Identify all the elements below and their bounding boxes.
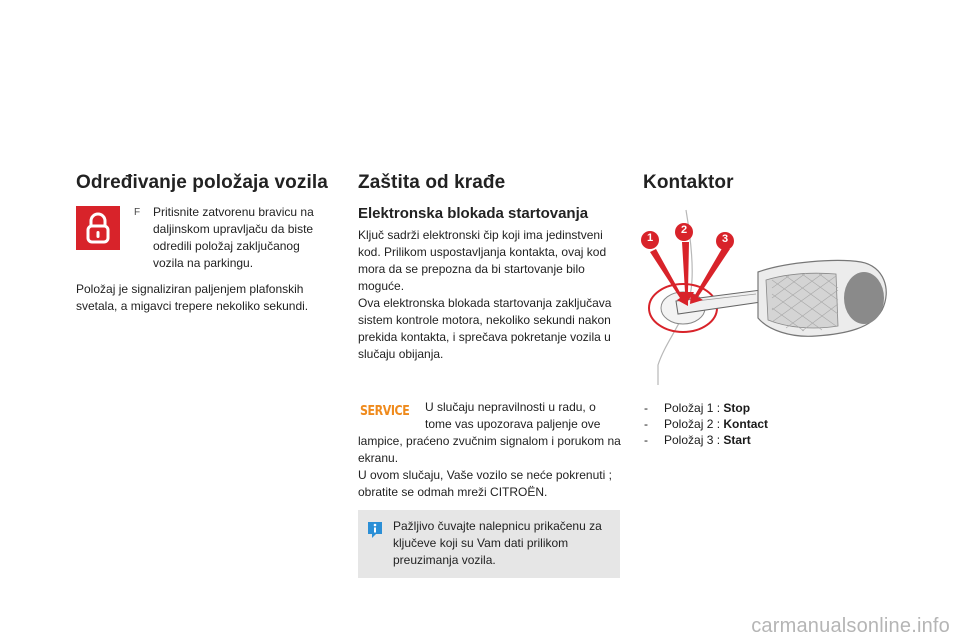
list-item — [644, 432, 768, 448]
position-label: Položaj 1 : — [664, 401, 721, 415]
theft-body — [358, 227, 623, 363]
list-item — [644, 400, 768, 416]
theft-title: Zaštita od krađe — [358, 172, 506, 193]
positioning-bullet-text: Pritisnite zatvorenu bravicu na daljinskom upravljaču da biste odredili položaj zaključanog vozila na parkingu. — [153, 205, 314, 270]
service-warning-icon: SERVICE — [360, 404, 410, 419]
ignition-key-icon — [636, 200, 896, 390]
list-dash: - — [644, 417, 648, 431]
service-rest-text — [358, 433, 623, 501]
padlock-closed-icon — [76, 206, 120, 250]
list-dash: - — [644, 433, 648, 447]
ignition-title: Kontaktor — [643, 172, 734, 193]
marker-2: 2 — [680, 224, 688, 236]
service-rest-paragraph: lampice, praćeno zvučnim signalom i porukom na ekranu. — [358, 434, 621, 465]
list-dash: - — [644, 401, 648, 415]
list-item — [644, 416, 768, 432]
bullet-marker: F — [134, 207, 141, 218]
positioning-body: Položaj je signaliziran paljenjem plafonskih svetala, a migavci trepere nekoliko sekundi. — [76, 282, 309, 313]
theft-body-paragraph: Ključ sadrži elektronski čip koji ima jedinstveni kod. Prilikom uspostavljanja kontakta, ovaj kod mora da se prepozna da bi startovanje bilo moguće. — [358, 228, 607, 293]
position-value: Start — [723, 433, 751, 447]
ignition-positions-list — [644, 400, 768, 448]
service-intro-text: U slučaju nepravilnosti u radu, o tome vas upozorava paljenje ove — [425, 400, 601, 431]
marker-3: 3 — [721, 233, 729, 245]
note-text: Pažljivo čuvajte nalepnicu prikačenu za ključeve koji su Vam dati prilikom preuzimanja vozila. — [393, 519, 602, 567]
watermark[interactable]: carmanualsonline.info — [751, 615, 950, 637]
service-extra-paragraph: U ovom slučaju, Vaše vozilo se neće pokrenuti ; obratite se odmah mreži CITROËN. — [358, 468, 612, 499]
positioning-title: Određivanje položaja vozila — [76, 172, 328, 193]
position-value: Stop — [723, 401, 751, 415]
info-icon — [366, 520, 384, 540]
marker-1: 1 — [646, 232, 654, 244]
position-value: Kontact — [723, 417, 769, 431]
position-label: Položaj 2 : — [664, 417, 721, 431]
position-label: Položaj 3 : — [664, 433, 721, 447]
theft-body-paragraph: Ova elektronska blokada startovanja zaključava sistem kontrole motora, nekoliko sekundi nakon prekida kontakta, i sprečava pokretanje vozila u slučaju obijanja. — [358, 296, 612, 361]
theft-subtitle: Elektronska blokada startovanja — [358, 205, 589, 222]
